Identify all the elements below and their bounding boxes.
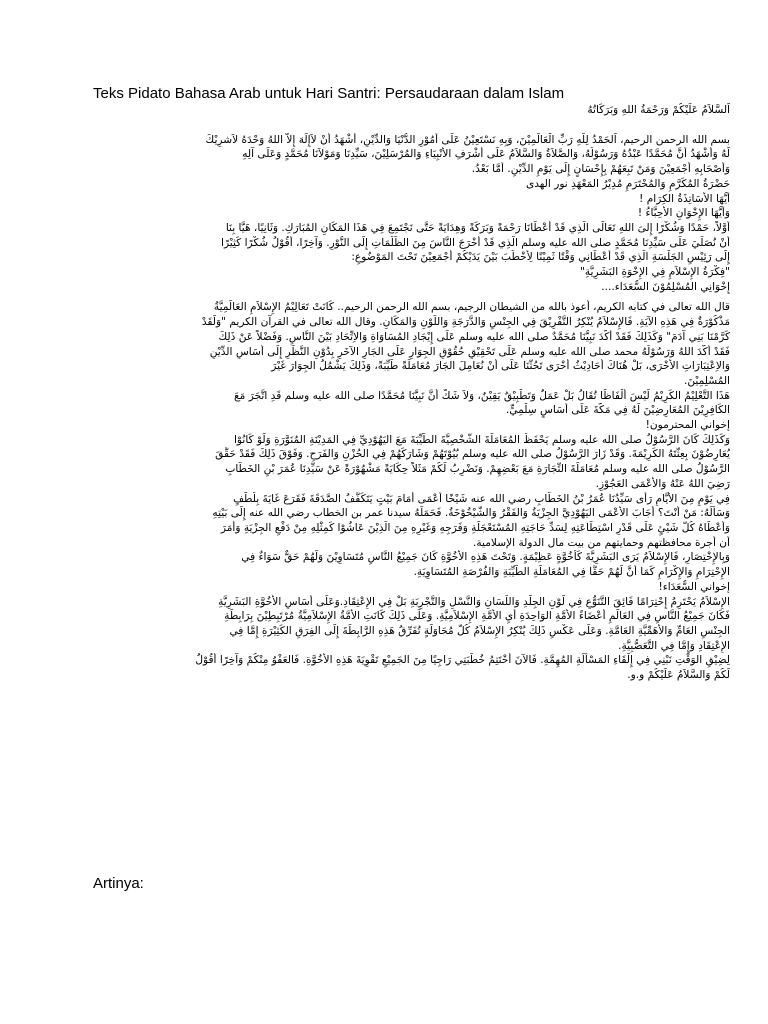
text-line: هَذَا التَّعْلِيْمُ الكَرِيْمُ لَيْسَ أَلْفَاظًا تُقَالُ بَلْ عَمَلٌ وَتَطْبِيْقٌ يَقِيْنٌ، وَلاَ شَكَّ أَنَّ نَبِيَّنَا مُحَمَّدًا صلى الله عليه وسلم قَدِ اتَّجَرَ مَعَ <box>234 389 730 402</box>
text-line: المُسْلِمِيْنَ. <box>683 374 730 387</box>
text-line: الإِحْتِرَامِ وَالإِكْرَامِ كَمَا أَنَّ لَهُمْ حَقًّا فِي المُعَامَلَةِ الطَّيِّبَةِ وَالفُرْصَةِ المُتَسَاوِيَةِ. <box>413 566 730 579</box>
text-line: فِي يَوْمٍ مِنَ الأَيَّامِ رَأَى سَيِّدُنَا عُمَرُ بْنُ الخَطَّابِ رضي الله عنه شَيْخًا أَعْمَى أَمَامَ بَيْتٍ يَتَكَفَّفُ الصَّدَقَةَ فَقَرَعَ غَايَةَ بِلُطْفٍ <box>233 492 730 505</box>
text-line: يُعَارِضُوْنَ بِعِثَّتَهُ الكَرِيْمَةَ. وَقَدْ زَارَ الرَّسُوْلُ صلى الله عليه وسلم بُيُوْتَهُمْ وَشَارَكَهُمْ فِي الحُزْنِ وَالفَرَحِ. وَفَوْقَ ذَلِكَ فَقَدْ حَقَّقَ <box>215 448 730 461</box>
paragraph-2 <box>93 389 730 418</box>
text-line: الجِنْسِ العَامِّ وَالأَهَمِّيَّةِ العَامَّةِ. وَعَلَى عَكْسِ ذَلِكَ يُنْكِرُ الإِسْلاَمُ كُلَّ مُحَاوَلَةٍ تُفَرِّقُ هَذِهِ الرَّابِطَةَ إِلَى الفِرَقِ الكَثِيْرَةِ إِمَّا فِي <box>229 624 730 637</box>
section-heading: إخواني السُّعَدَاء! <box>658 580 730 593</box>
text-line: أَيُّهَا الأَسَاتِذَةُ الكِرَام ! <box>639 192 730 205</box>
text-line: بسم الله الرحمن الرحيم، اَلحَمْدُ لِلّهِ رَبِّ الْعَالَمِيْنَ، وَبِهِ نَسْتَعِيْنُ عَلَى أُمُوْرِ الدُّنْيَا وَالدِّيْنِ، أَشْهَدُ أَنْ لاَإِلَهَ إِلاَّ اللهُ وَحْدَهُ لاَشرِيْكَ <box>205 133 730 146</box>
text-line: حَضْرَةُ المُكَرَّمِ وَالمُحْتَرَمِ مُدِيْرُ المَعْهَدِ نور الهدى <box>525 177 730 190</box>
text-line: وَبِالإِخْتِصَارِ، فَالإِسْلاَمُ يَرَى البَشَرِيَّةَ كَأُخُوَّةٍ عَظِيْمَةٍ. وَتَحْتَ هَذِهِ الأُخُوَّةِ كَانَ جَمِيْعُ النَّاسِ مُتَسَاوِيْنَ وَلَهُمْ حَقٌّ سَوَاءٌ فِي <box>241 551 730 564</box>
greeting-line: اَلسَّلاَمُ عَلَيْكُمْ وَرَحْمَةُ اللهِ وَبَرَكَاتُهُ <box>587 104 730 116</box>
opening-paragraph <box>93 133 730 295</box>
text-line: أَنْ نُصَلِّيَ عَلَى سَيِّدِنَا مُحَمَّدٍ صلى الله عليه وسلم الَّذِي قَدْ أَخْرَجَ النَّاسَ مِنَ الظُّلُمَاتِ إِلَى النُّوْرِ. وَآخِرًا، أَقُوْلُ شُكْرًا كَثِيْرًا <box>221 236 730 249</box>
section-heading: إخواني المحترمون! <box>645 419 730 432</box>
topic-line: "فِكْرَةُ الإِسْلاَمِ فِي الإِخْوَةِ البَشَرِيَّةِ" <box>579 266 730 279</box>
arabic-speech-text <box>93 103 730 683</box>
text-line: إِخْوَانِي المُسْلِمُوْنَ السُّعَدَاء.... <box>601 280 730 293</box>
closing-paragraph <box>93 653 730 682</box>
text-line: وَكَذَلِكَ كَانَ الرَّسُوْلُ صلى الله عليه وسلم يَحْفَظُ المُعَامَلَةَ الشَّخْصِيَّةَ الطَّيِّبَةَ مَعَ اليَهُوْدِيِّ فِي المَدِيْنَةِ المُنَوَّرَةِ وَلَوْ كَانُوْا <box>233 433 730 446</box>
paragraph-5 <box>93 550 730 579</box>
paragraph-6 <box>93 595 730 654</box>
text-line: الإِعْتِقَادِ وَإِمَّا فِي التَّعَصُّبِيَّةِ. <box>618 639 730 652</box>
translation-label: Artinya: <box>93 875 144 892</box>
text-line: فَقَدْ أَكَّدَ اللهُ وَرَسُوْلُهُ محمد صلى الله عليه وسلم عَلَى تَحْقِيْقِ حُقُوْقِ الجِوَارِ عَلَى الجَارِ الآخَرِ بِدُوْنِ النَّظَرِ إِلَى أَسَاسِ الدِّيْنِ <box>209 345 730 358</box>
text-line: الرَّسُوْلُ صلى الله عليه وسلم مُعَامَلَةَ التِّجَارَةِ مَعَ بَعْضِهِمْ. وَنَضْرِبُ لَكُمْ مَثَلاً حِكَايَةً مَشْهُوْرَةً عَنْ سَيِّدِنَا عُمَرَ بْنِ الخَطَّابِ <box>225 463 730 476</box>
text-line: وَالاِعْتِبَارَاتِ الأُخْرَى، بَلْ هُنَاكَ أَحَادِيْثُ أُخْرَى تَحُثُّنَا عَلَى أَنْ نُعَامِلَ الجَارَ مُعَامَلَةً طَيِّبَةً، وَذَلِكَ يَشْمُلُ الجِوَارَ غَيْرَ <box>271 360 730 373</box>
text-line: وَأَيُّهَا الإِخْوَانِ الأَحِبَّاءُ ! <box>637 207 730 220</box>
text-line: فَكَانَ جَمِيْعُ النَّاسِ فِي العَالَمِ أَعْضَاءً الأُمَّةِ الوَاحِدَةِ أَيِ الأُمَّةِ الإِسْلاَمِيَّةِ. وَعَلَى ذَلِكَ كَانَتِ الأُمَّةُ الإِسْلاَمِيَّةُ مُرْتَبِطِيْنَ بِرَابِطَةِ <box>224 610 730 623</box>
text-line: أن أجرة محافظتهم وحمايتهم من بيت مال الدولة الإسلامية. <box>472 536 730 549</box>
text-line: وَأَصْحَابِهِ أَجْمَعِيْنَ وَمَنْ تَبِعَهُمْ بِإِحْسَانٍ إِلَى يَوْمِ الدِّيْنِ. أَمَّا بَعْدُ. <box>471 163 730 176</box>
text-line: لَكُمْ وَالسَّلاَمُ عَلَيْكُمْ و.و. <box>627 669 730 682</box>
text-line: أَوَّلاً، حَمْدًا وَشُكْرًا إِلىَ اللهِ تَعَالَى الَّذِي قَدْ أَعْطَانَا رَحْمَةً وَبَرَكَةً وَهِدَايَةً حَتَّى نَجْتَمِعَ فِي هَذَا المَكَانِ المُبَارَكِ. وَثَانِيًا، هَيَّا بِنَا <box>225 221 730 234</box>
text-line: وَأَعْطَاهُ كُلَّ شَيْئٍ عَلَى قَدْرِ اسْتِطَاعَتِهِ لِسَدِّ حَاجَتِهِ المُسْتَعْجَلَةِ وَفَرَجِهِ وَغَيْرِهِ مِنَ الَّذِيْنَ عَاشُوْا كَمِثْلِهِ مِنْ دَفْعِ الجِزْيَةِ وَأَمَرَ <box>220 521 730 534</box>
text-line: الكَافِرِيْنَ المُعَارِضِيْنَ لَهُ فِي مَكَّةَ عَلَى أَسَاسٍ سِلْمِيٍّ. <box>505 404 730 417</box>
text-line: لِضِيْقِ الوَقْتِ نَبْنِي فِي إِلْقَاءِ المَسْأَلَةِ المُهِمَّةِ. فَالآنَ أَخْتَتِمُ خُطْبَتِي رَاجِيًا مِنَ الجَمِيْعِ تَقْوِيَةَ هَذِهِ الأُخُوَّةِ. فَالعَفْوُ مِنْكُمْ وَآخِرًا أَقُوْلُ <box>195 654 730 667</box>
text-line: وَسَأَلَهُ: مَنْ أَنْتَ؟ أَجَابَ الأَعْمَى اليَهُوْدِيَّ الجِزْيَةُ وَالفَقْرُ وَالشَّيْخُوْخَةُ. فَحَمَلَهُ سيدنا عمر بن الخطاب رضي الله عنه إِلَى بَيْتِهِ <box>212 507 730 520</box>
text-line: إِلَى رَئِيْسِ الجَلْسَةِ الَّذِي قَدْ أَعْطَانِي وَقْتًا ثَمِيْنًا لِأَخْطُبَ بَيْنَ يَدَيْكُمْ أَجْمَعِيْنَ تَحْتَ المَوْضُوعِ: <box>351 251 730 264</box>
text-line: كَرَّمْنَا بَنِي آدَمَ" وَكَذَلِكَ فَقَدْ أَكَّدَ نَبِيُّنَا مُحَمَّدٌ صلى الله عليه وسلم عَلَى إِيْجَادِ المُسَاوَاةِ وَالاِتِّحَادِ بَيْنَ النَّاسِ. وَفَضْلاً عَنْ ذَلِكَ <box>218 330 730 343</box>
paragraph-4 <box>93 492 730 551</box>
paragraph-1 <box>93 300 730 388</box>
text-line: رَضِيَ اللهُ عَنْهُ وَالأَعْمَى العَجُوْزِ. <box>595 477 730 490</box>
text-line: قال الله تعالى في كتابه الكريم، أعوذ بالله من الشيطان الرجيم، بسم الله الرحمن الرحيم.. كَانَتْ تَعَالِيْمُ الإِسْلاَمِ العَالَمِيَّةُ <box>213 301 730 314</box>
document-title: Teks Pidato Bahasa Arab untuk Hari Santri: Persaudaraan dalam Islam <box>93 85 565 102</box>
text-line: مَذْكُوْرَةٌ فِي هَذِهِ الآيَةِ. فَالإِسْلاَمُ يُنْكِرُ التَّفْرِيْقَ فِي الجِنْسِ وَالدَّرَجَةِ وَاللَّوْنِ وَالمَكَانِ. وقال الله تعالى في القرآن الكريم "وَلَقَدْ <box>201 316 730 329</box>
text-line: الإِسْلاَمُ يَحْتَرِمُ إِحْتِرَامًا فَائِقَ التَّنَوُّعِ فِي لَوْنِ الجِلْدِ وَاللِّسَانِ وَالنَّسْلِ وَالتَّجْرِبَةِ بَلْ فِي الإِعْتِقَادِ.وَعَلَى أَسَاسِ الأُخُوَّةِ البَشَرِيَّةِ <box>218 595 730 608</box>
text-line: لَهُ وَأَشْهَدُ أَنَّ مُحَمَّدًا عَبْدُهُ وَرَسُوْلُهُ، وَالصَّلاَةُ وَالسَّلاَمُ عَلَى أَشْرَفِ الأَنْبِيَاءِ وَالمُرْسَلِيْنَ، سَيِّدِنَا وَمَوْلاَنَا مُحَمَّدٍ وَعَلَى آلِهِ <box>242 148 730 161</box>
paragraph-3 <box>93 433 730 492</box>
